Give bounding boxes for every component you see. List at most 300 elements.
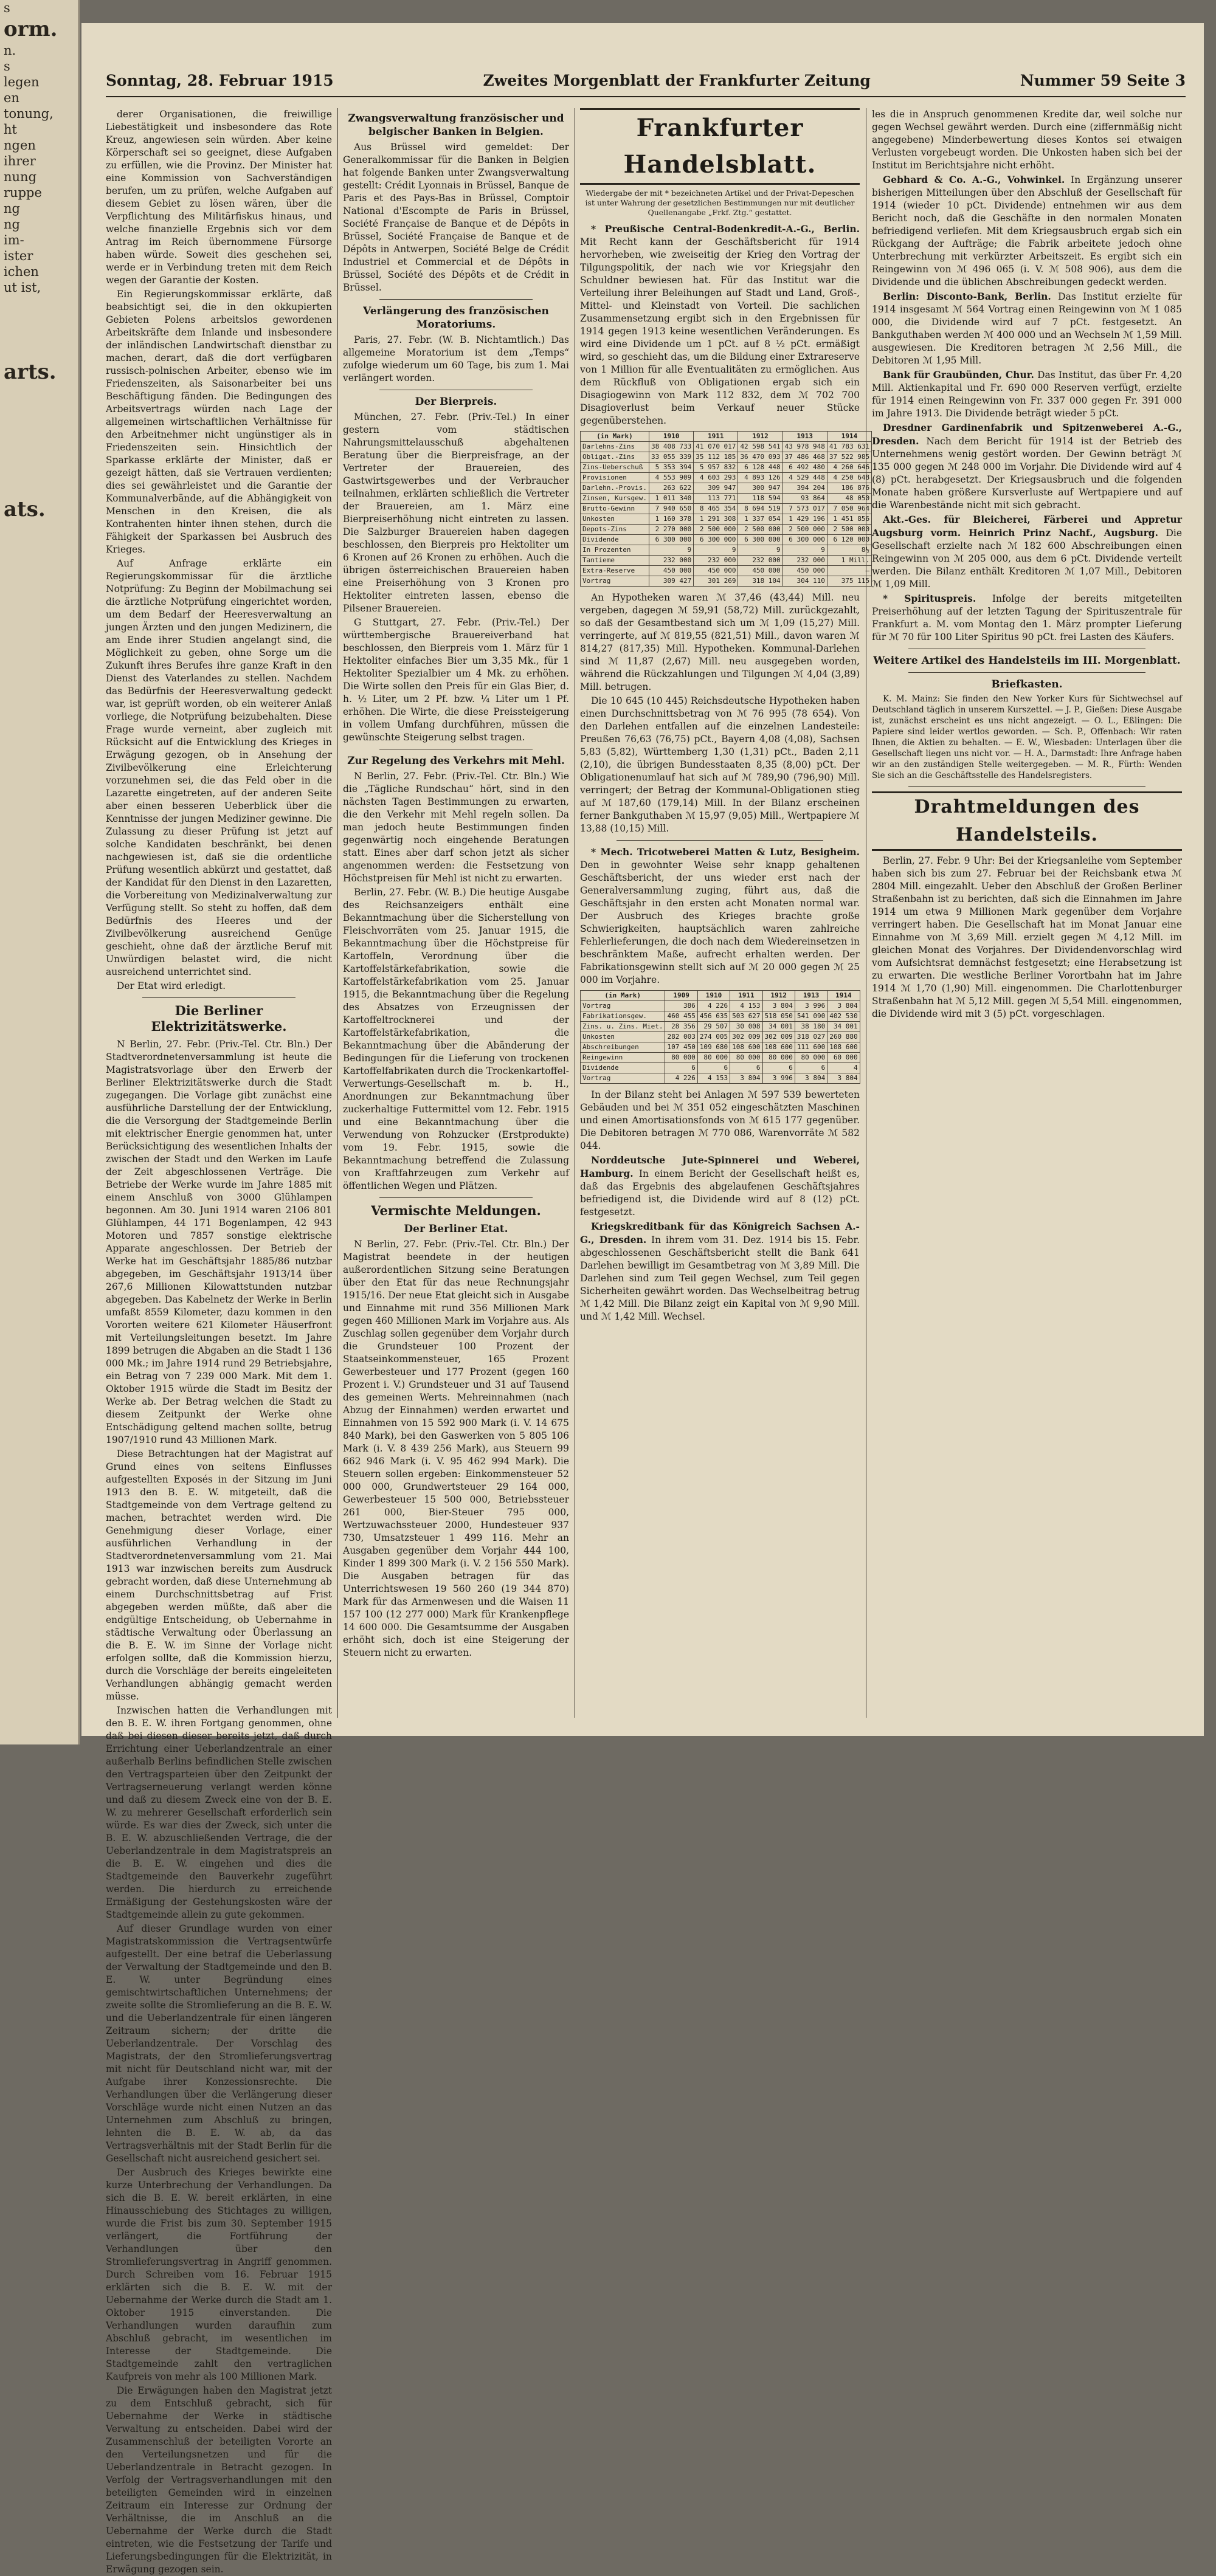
table-cell: Brutto-Gewinn	[581, 504, 649, 514]
table-cell: 34 001	[827, 1022, 860, 1032]
article-lead: Bank für Graubünden, Chur.	[883, 369, 1034, 381]
table-row	[581, 483, 872, 494]
table-cell: 113 771	[694, 494, 738, 504]
left-page-fragment	[0, 681, 78, 697]
table-header-cell: 1910	[649, 432, 693, 442]
column-1	[106, 108, 332, 2575]
table-cell: 263 622	[649, 483, 693, 494]
table-cell: 6	[730, 1063, 762, 1073]
page-header	[106, 72, 1186, 97]
table-cell: 4 553 909	[649, 473, 693, 483]
table-row	[581, 535, 872, 545]
table-header-cell: 1913	[782, 432, 827, 442]
table-cell: Zinsen, Kursgew.	[581, 494, 649, 504]
article-paragraph: Auf Anfrage erklärte ein Regierungskommissar für die ärztliche Notprüfung: Zu Beginn der Mobilmachung sei die ärztliche Notprüfung eingerichtet worden, um dem Bedarf der Heeresverwaltung an jungen Ärzten und den jungen Medizinern, die am Ende ihrer Studien angelangt sind, die Möglichkeit zu geben, ohne Sorge um die Zukunft ihres Berufes ihre ganze Kraft in den Dienst des Vaterlandes zu stellen. Nachdem das Bedürfnis der Heeresverwaltung gedeckt war, ist geprüft worden, ob ein weiterer Anlaß vorliege, die Notprüfung beizubehalten. Diese Frage wurde verneint, aber zugleich mit Rücksicht auf die Entwicklung des Krieges in Erwägung gezogen, ob in Ansehung der Zivilbevölkerung eine Erleichterung vorzunehmen sei, die das Feld ober in die Lazarette eingetreten, auf der anderen Seite aber einen besseren Ueberblick über die Kenntnisse der jungen Mediziner gewinne. Die Zulassung zu dieser Prüfung ist jetzt auf solche Kandidaten beschränkt, bei denen nachgewiesen ist, daß sie die ordentliche Prüfung wesentlich abkürzt und gestattet, daß der Kandidat für den Dienst in den Lazaretten, die Vorbereitung von Medizinalverwaltung zur Verfügung stellt. So steht zu hoffen, daß dem Bedürfnis des Heeres und der Zivilbevölkerung ausreichend Genüge geschieht, ohne daß der ärztliche Beruf mit Unwürdigen belastet wird, die nicht ausreichend unterrichtet sind.	[106, 558, 332, 977]
article-lead: Berlin: Disconto-Bank, Berlin.	[883, 291, 1051, 302]
left-page-fragment	[0, 327, 78, 343]
column-4	[872, 108, 1182, 1724]
table-cell: 302 009	[762, 1032, 795, 1042]
table-cell: 7 940 650	[649, 504, 693, 514]
table-cell: 37 486 468	[782, 452, 827, 463]
left-page-fragment: n.	[4, 43, 16, 58]
header-page: Seite 3	[1126, 72, 1186, 89]
table-row	[581, 1053, 860, 1063]
left-page-fragment: im-	[4, 233, 24, 247]
table-header-cell: 1911	[694, 432, 738, 442]
table-row	[581, 525, 872, 535]
article-paragraph	[872, 513, 1182, 591]
table-cell: 3 996	[795, 1001, 827, 1011]
table-row	[581, 1011, 860, 1022]
article-paragraph: les die in Anspruch genommenen Kredite dar, weil solche nur gegen Wechsel gewährt werden. Durch eine (ziffernmäßig nicht angegebene) Minderbewertung dieses Kontos sei etwaigen Verlusten vorgebeugt worden. Die Unkosten haben sich bei der Institut im Berichtsjahre nicht erhöht.	[872, 109, 1182, 171]
table-cell: Obligat.-Zins	[581, 452, 649, 463]
table-cell: 34 001	[762, 1022, 795, 1032]
article-paragraph: An Hypotheken waren ℳ 37,46 (43,44) Mill. neu vergeben, dagegen ℳ 59,91 (58,72) Mill. zurückgezahlt, so daß der Gesamtbestand sich um ℳ 1,09 (15,27) Mill. verringerte, auf ℳ 819,55 (821,51) Mill., davon waren ℳ 814,27 (817,35) Mill. Hypotheken. Kommunal-Darlehen sind ℳ 11,87 (2,67) Mill. neu ausgegeben worden, während die Rückzahlungen und Tilgungen ℳ 4,04 (3,89) Mill. betrugen.	[580, 592, 860, 692]
table-cell: 232 000	[738, 556, 782, 566]
table-cell: 4	[827, 1063, 860, 1073]
header-date: Sonntag, 28. Februar 1915	[106, 72, 334, 89]
table-cell: 9	[738, 545, 782, 556]
article-paragraph: N Berlin, 27. Febr. (Priv.-Tel. Ctr. Bln.) Wie die „Tägliche Rundschau“ hört, sind in den nächsten Tagen Bestimmungen zu erwarten, die den Verkehr mit Mehl regeln sollen. Da man jedoch heute Bestimmungen finden gegenwärtig noch eingehende Beratungen statt. Eines aber darf schon jetzt als sicher angenommen werden: die Festsetzung von Höchstpreisen für Mehl ist nicht zu erwarten.	[343, 771, 569, 884]
more-articles-notice: Weitere Artikel des Handelsteils im III. Morgenblatt.	[873, 655, 1181, 667]
table-cell: 1 Mill.	[827, 556, 871, 566]
table-row	[581, 1022, 860, 1032]
article-text: In einem Bericht der Gesellschaft heißt es, daß das Ergebnis des abgelaufenen Geschäftsjahres befriedigend ist, die Dividende wird auf 8 (12) pCt. festgesetzt.	[580, 1168, 860, 1217]
article-paragraph	[872, 173, 1182, 289]
table-cell: 2 500 000	[694, 525, 738, 535]
table-header-cell: 1914	[827, 991, 860, 1001]
section-divider	[908, 786, 1145, 787]
table-row	[581, 556, 872, 566]
left-page-fragment	[0, 712, 78, 728]
section-title-moratorium: Verlängerung des französischen Moratoriums.	[363, 305, 549, 331]
table-cell: 318 104	[738, 576, 782, 587]
article-lead: * Spirituspreis.	[883, 593, 976, 604]
table-cell: In Prozenten	[581, 545, 649, 556]
table-cell: 9	[649, 545, 693, 556]
table-cell: 309 427	[649, 576, 693, 587]
table-cell: 1 451 856	[827, 514, 871, 525]
table-row	[581, 514, 872, 525]
article-text: Mit Recht kann der Geschäftsbericht für 1914 hervorheben, wie zweiseitig der Krieg den Vortrag der Tilgungspolitik, der nach wie vor Kriegsjahr den Schuldner bewiesen hat. Für das Institut war die Verteilung ihrer Beleihungen auf Stadt und Land, Groß-, Mittel- und Kleinstadt von Vorteil. Die sachlichen Zusammensetzung ergibt sich in den Ergebnissen für 1914 gegen 1913 keine wesentlichen Veränderungen. Es wird eine Dividende um 1 pCt. auf 8 ⅟₂ pCt. ermäßigt wird, so geschieht das, um die Bildung einer Extrareserve von 1 Million für alle Eventualitäten zu ermöglichen. Aus dem Rückfluß von Obligationen ergab sich ein Disagiogewinn von Mark 112 832, dem ℳ 702 700 Disagioverlust beim Verkauf neuer Stücke gegenüberstehen.	[580, 236, 860, 426]
left-page-fragment: orm.	[4, 17, 58, 41]
article-paragraph: Ein Regierungskommissar erklärte, daß beabsichtigt sei, die in den okkupierten Gebieten Polens arbeitslos gewordenen Arbeitskräfte dem Inlande und insbesondere der inländischen Landwirtschaft dienstbar zu machen, derart, daß die dort verfügbaren russisch-polnischen Arbeiter, ebenso wie im Friedenszeiten, als Saisonarbeiter bei uns Beschäftigung fänden. Die Bedingungen des Arbeitsvertrags würden nach Lage der allgemeinen wirtschaftlichen Verhältnisse für den Arbeitnehmer nicht ungünstiger als in Friedenszeiten sein. Hinsichtlich der Sparkasse erklärte der Minister, daß er gezeigt hätten, daß sie Vertrauen verdienten; dies sei gewährleistet und die Garantie der Kommunalverbände, auf die Abhängigkeit von Menschen in den Kreisen, die als Kontrahenten hinter ihnen stehen, durch die Fähigkeit der Sparkassen bei Ausbruch des Krieges.	[106, 289, 332, 555]
table-cell: 108 600	[762, 1042, 795, 1053]
article-paragraph	[872, 592, 1182, 644]
table-cell: 6	[795, 1063, 827, 1073]
table-cell: 2 500 000	[827, 525, 871, 535]
article-paragraph: Diese Betrachtungen hat der Magistrat auf Grund eines von seitens Einflusses aufgestellten Exposés in der Sitzung im Juni 1913 den B. E. W. mitgeteilt, daß die Stadtgemeinde von dem Vertrage geltend zu machen, betrachtet werden wird. Die Genehmigung dieser Vorlage, einer ausführlichen Verhandlung in der Stadtverordnetenversammlung vom 21. Mai 1913 war inzwischen bereits zum Ausdruck gebracht worden, daß diese Unternehmung ab einem Durchschnittsbetrag auf Frist abgegeben werden müßte, daß aber die endgültige Entscheidung, ob Uebernahme in städtische Verwaltung oder Überlassung an die B. E. W. im Sinne der Vorlage nicht erfolgen sollte, daß die Kommission hierzu, durch die Vorschläge der bereits eingeleiteten Verhandlungen abhängig gemacht werden müsse.	[106, 1448, 332, 1702]
article-text: Infolge der bereits mitgeteilten Preiserhöhung auf der letzten Tagung der Spirituszentrale für Frankfurt a. M. vom Montag den 1. März prompter Lieferung für ℳ 70 für 100 Liter Spiritus 90 pCt. frei Lasten des Käufers.	[872, 593, 1182, 642]
table-cell: 6	[762, 1063, 795, 1073]
table-cell: 41 783 631	[827, 442, 871, 452]
table-row	[581, 1042, 860, 1053]
table-cell: 107 450	[665, 1042, 697, 1053]
table-row	[581, 504, 872, 514]
table-cell: Dividende	[581, 1063, 665, 1073]
table-cell: 80 000	[697, 1053, 730, 1063]
article-paragraph: München, 27. Febr. (Priv.-Tel.) In einer gestern vom städtischen Nahrungsmittelausschuß abgehaltenen Beratung über die Bierpreisfrage, an der Vertreter der Brauereien, des Gastwirtsgewerbes und der Verbraucher teilnahmen, erklärten schließlich die Vertreter der Brauereien, am 1. März eine Bierpreiserhöhung nicht eintreten zu lassen. Die Salzburger Brauereien haben dagegen beschlossen, den Bierpreis pro Hektoliter um 6 Kronen auf 26 Kronen zu erhöhen. Auch die übrigen österreichischen Brauereien haben eine Preiserhöhung von 3 Kronen pro Hektoliter eintreten lassen, ebenso die Pilsener Brauereien.	[343, 412, 569, 614]
table-cell: 301 269	[694, 576, 738, 587]
table-row	[581, 576, 872, 587]
table-cell: 1 291 308	[694, 514, 738, 525]
header-number: Nummer 59	[1020, 72, 1122, 89]
table-row	[581, 463, 872, 473]
left-page-fragment	[0, 618, 78, 633]
article-paragraph: derer Organisationen, die freiwillige Liebestätigkeit und insbesondere das Rote Kreuz, angewiesen sein würden. Aber keine Körperschaft sei so geeignet, diese Aufgaben zu erfüllen, wie die Provinz. Der Minister hat eine Kommission von Sachverständigen berufen, um zu prüfen, welche Aufgaben auf diesem Gebiet zu lösen wären, über die Verpflichtung des Militärfiskus hinaus, und welche finanzielle Ergebnis sich vor dem Antrag im Reich übernommene Fürsorge haben würde. Soweit dies geschehen sei, werde er in Verbindung treten mit dem Reich wegen der Garantie der Kosten.	[106, 109, 332, 286]
table-row	[581, 1001, 860, 1011]
table-cell: 2 500 000	[782, 525, 827, 535]
article-lead: Kriegskreditbank für das Königreich Sachsen A.-G., Dresden.	[580, 1221, 860, 1245]
table-row	[581, 494, 872, 504]
left-page-fragment	[0, 311, 78, 327]
table-cell: 6 300 000	[782, 535, 827, 545]
table-cell: 8½	[827, 545, 871, 556]
table-cell: 302 009	[730, 1032, 762, 1042]
left-page-fragment: ngen	[4, 138, 36, 153]
table-cell: 260 880	[827, 1032, 860, 1042]
article-paragraph	[872, 290, 1182, 367]
reprint-note: Wiedergabe der mit * bezeichneten Artikel und der Privat-Depeschen ist unter Wahrung der gesetzlichen Bestimmungen nur mit deutlicher Quellenangabe „Frkf. Ztg.“ gestattet.	[585, 188, 855, 217]
left-page-fragment	[0, 417, 78, 433]
left-page-fragment: ichen	[4, 264, 39, 279]
table-header-cell: 1911	[730, 991, 762, 1001]
table-cell: 232 000	[782, 556, 827, 566]
left-page-fragment	[0, 665, 78, 681]
left-page-fragment	[0, 433, 78, 449]
table-cell: 4 893 126	[738, 473, 782, 483]
left-page-fragment	[0, 633, 78, 649]
table-cell: Vortrag	[581, 576, 649, 587]
table-cell: 28 356	[665, 1022, 697, 1032]
table-cell: 109 680	[697, 1042, 730, 1053]
table-cell: 9	[694, 545, 738, 556]
table-cell: 300 947	[738, 483, 782, 494]
section-divider	[379, 1197, 533, 1198]
table-row	[581, 545, 872, 556]
left-page-fragment: nung	[4, 170, 37, 184]
table-cell: 8 694 519	[738, 504, 782, 514]
left-page-fragment: ihrer	[4, 154, 36, 168]
table-cell: 93 864	[782, 494, 827, 504]
left-page-fragment	[0, 570, 78, 586]
table-cell: 38 408 733	[649, 442, 693, 452]
table-cell: 37 522 985	[827, 452, 871, 463]
table-cell: 541 090	[795, 1011, 827, 1022]
article-paragraph: N Berlin, 27. Febr. (Priv.-Tel. Ctr. Bln.) Der Stadtverordnetenversammlung ist heute die Magistratsvorlage über den Erwerb der Berliner Elektrizitätswerke durch die Stadt zugegangen. Die Vorlage gibt zunächst eine ausführliche Darstellung der der Entwicklung, die die Versorgung der Stadtgemeinde Berlin mit elektrischer Energie genommen hat, unter Berücksichtigung des wesentlichen Inhalts der zwischen der Stadt und den Werken im Laufe der Zeit abgeschlossenen Verträge. Die Betriebe der Werke wurde im Jahre 1885 mit einem Anschluß von 3000 Glühlampen begonnen. Am 30. Juni 1914 waren 2106 801 Glühlampen, 44 171 Bogenlampen, 42 943 Motoren und 7857 sonstige elektrische Apparate angeschlossen. Der Betrieb der Werke hat im Geschäftsjahr 1885/86 nutzbar abgegeben, im Geschäftsjahr 1913/14 über 267,6 Millionen Kilowattstunden nutzbar abgegeben. Das Kabelnetz der Werke in Berlin umfaßt 8559 Kilometer, dazu kommen in den Vororten weitere 621 Kilometer Häuserfront mit Verteilungsleitungen besetzt. Im Jahre 1899 betrugen die Abgaben an die Stadt 1 136 000 Mk.; im Jahre 1914 rund 29 Betriebsjahre, ein Betrag von 7 239 000 Mark. Mit dem 1. Oktober 1915 würde die Stadt im Besitz der Werke ab. Der Betrag welchen die Stadt zu diesem Zeitpunkt der Werke ohne Entschädigung geltend machen sollte, betrug 1907/1910 rund 43 Millionen Mark.	[106, 1039, 332, 1445]
column-3	[580, 108, 870, 1724]
table-cell: 3 996	[762, 1073, 795, 1084]
table-cell: Darlehns-Zins	[581, 442, 649, 452]
table-cell: Provisionen	[581, 473, 649, 483]
article-paragraph	[872, 368, 1182, 420]
table-cell: 6 492 480	[782, 463, 827, 473]
table-cell: 6	[665, 1063, 697, 1073]
left-page-fragment: ng	[4, 201, 20, 216]
left-page-fragment: tonung,	[4, 106, 54, 121]
left-page-fragment: s	[4, 1, 10, 15]
table-header-cell: (in Mark)	[581, 991, 665, 1001]
left-page-fragment: ruppe	[4, 185, 42, 200]
section-title-drahtmeldungen: Drahtmeldungen des Handelsteils.	[872, 791, 1182, 851]
section-divider	[617, 840, 823, 841]
article-text: In Ergänzung unserer bisherigen Mitteilungen über den Abschluß der Gesellschaft für 1914 (wieder 10 pCt. Dividende) entnehmen wir aus dem Bericht noch, daß die Geschäfte in den normalen Monaten befriedigend verliefen. Mit dem Kriegsausbruch ergab sich ein Rückgang der Aufträge; die Fabrik arbeitete jedoch ohne Unterbrechung mit verkürzter Arbeitszeit. Es ergibt sich ein Reingewinn von ℳ 496 065 (i. V. ℳ 508 906), aus dem die Dividende und die üblichen Abschreibungen gedeckt werden.	[872, 174, 1183, 288]
left-page-fragment: ut ist,	[4, 280, 41, 295]
article-text: Das Institut erzielte für 1914 insgesamt ℳ 564 Vortrag einen Reingewinn von ℳ 1 085 000, die Dividende wird auf 7 pCt. festgesetzt. An Bankguthaben werden ℳ 400 000 und an Wechseln ℳ 1,59 Mill. ausgewiesen. Die Kreditoren betragen ℳ 2,56 Mill., die Debitoren ℳ 1,95 Mill.	[872, 291, 1182, 366]
article-paragraph: Berlin, 27. Febr. (W. B.) Die heutige Ausgabe des Reichsanzeigers enthält eine Bekanntmachung über die Sicherstellung von Fleischvorräten vom 25. Januar 1915, die Bekanntmachung über die Höchstpreise für Kartoffeln, Verordnung über die Kartoffelstärkefabrikation, sowie die Kartoffelstärkefabrikation vom 25. Januar 1915, die Bekanntmachung über die Regelung des Absatzes von Erzeugnissen der Kartoffeltrocknerei und der Kartoffelstärkefabrikation, die Bekanntmachung über die Abänderung der Bedingungen für die Lieferung von trockenen Kartoffelfabrikaten durch die Trockenkartoffel-Verwertungs-Gesellschaft m. b. H., Anordnungen zur Bekanntmachung über zuckerhaltige Futtermittel vom 12. Febr. 1915 und eine Bekanntmachung über die Verwendung von Rohzucker (Erstprodukte) vom 19. Febr. 1915, sowie die Bekanntmachung betreffend die Zulassung von Kraftfahrzeugen zum Verkehr auf öffentlichen Wegen und Plätzen.	[343, 887, 569, 1191]
section-title-briefkasten: Briefkasten.	[991, 678, 1063, 690]
table-cell: 3 804	[827, 1073, 860, 1084]
table-cell: 3 804	[795, 1073, 827, 1084]
article-paragraph: N Berlin, 27. Febr. (Priv.-Tel. Ctr. Bln.) Der Magistrat beendete in der heutigen außerordentlichen Sitzung seine Beratungen über den Etat für das neue Rechnungsjahr 1915/16. Der neue Etat gleicht sich in Ausgabe und Einnahme mit rund 356 Millionen Mark gegen 460 Millionen Mark im Vorjahre aus. Als Zuschlag sollen gegenüber dem Vorjahr durch die Grundsteuer 100 Prozent der Staatseinkommensteuer, 165 Prozent Gewerbesteuer und 177 Prozent (gegen 160 Prozent i. V.) Grundsteuer und 31 auf Tausend des gemeinen Werts. Mehreinnahmen (nach Abzug der Einnahmen) werden erwartet und Einnahmen von 15 592 900 Mark (i. V. 14 675 840 Mark), bei den Gaswerken von 5 805 106 Mark (i. V. 8 439 256 Mark), aus Steuern 99 662 946 Mark (i. V. 95 462 994 Mark). Die Steuern sollen ergeben: Einkommensteuer 52 000 000, Grundwertsteuer 29 164 000, Gewerbesteuer 15 500 000, Betriebssteuer 261 000, Bier-Steuer 795 000, Wertzuwachssteuer 2000, Hundesteuer 937 730, Umsatzsteuer 1 499 116. Mehr an Ausgaben gegenüber dem Vorjahr 444 100, Kinder 1 899 300 Mark (i. V. 2 156 550 Mark). Die Ausgaben betragen für das Unterrichtswesen 19 560 260 (19 344 870) Mark für das Armenwesen und die Waisen 11 157 100 (12 277 000) Mark für Krankenpflege 14 600 000. Die Gesamtsumme der Ausgaben erhöht sich, doch ist eine Steigerung der Steuern nicht zu erwarten.	[343, 1239, 569, 1658]
article-paragraph: Auf dieser Grundlage wurden von einer Magistratskommission die Vertragsentwürfe aufgestellt. Der eine betraf die Ueberlassung der Verwaltung der Stadtgemeinde und den B. E. W. unter Begründung eines gemischtwirtschaftlichen Unternehmens; der zweite sollte die Stromlieferung an die B. E. W. und die Ueberlandzentrale für einen längeren Zeitraum sichern; der dritte die Ueberlandzentrale. Der Vorschlag des Magistrats, der den Stromlieferungsvertrag mit nicht für Deutschland nicht war, mit der Aufgabe ihrer Konzessionsrechte. Die Verhandlungen über die Verlängerung dieser Vorschläge wurde nicht einen Nutzen an das Unternehmen zum Abschluß zu bringen, lehnten die B. E. W. ab, da das Vertragsverhältnis mit der Stadt Berlin für die Gesellschaft nicht ausreichend gesichert sei.	[106, 1923, 332, 2164]
article-paragraph: G Stuttgart, 27. Febr. (Priv.-Tel.) Der württembergische Brauereiverband hat beschlossen, den Bierpreis vom 1. März für 1 Hektoliter einfaches Bier um 3,35 Mk., für 1 Hektoliter Spezialbier um 4 Mk. zu erhöhen. Die Wirte sollen den Preis für ein Glas Bier, d. h. ½ Liter, um 2 Pf. bzw. ¼ Liter um 1 Pf. erhöhen. Die Wirte, die diese Preissteigerung in vollem Umfang durchführen, müssen die gewünschte Steigerung selbst tragen.	[343, 617, 569, 743]
table-cell: 304 110	[782, 576, 827, 587]
article-paragraph: K. M. Mainz: Sie finden den New Yorker Kurs für Sichtwechsel auf Deutschland täglich in unserem Kurszettel. — J. P., Gießen: Diese Ausgabe ist, zunächst erscheint es uns nicht angezeigt. — O. L., Eßlingen: Die Papiere sind leider wertlos geworden. — Sch. P., Offenbach: Wir raten Ihnen, die Aktien zu behalten. — E. W., Wiesbaden: Unterlagen über die Gesellschaft liegen uns nicht vor. — H. A., Darmstadt: Ihre Anfrage haben wir an den zuständigen Stelle weitergegeben. — M. R., Fürth: Wenden Sie sich an die Geschäftsstelle des Handelsregisters.	[872, 694, 1182, 780]
left-page-fragment: legen	[4, 75, 40, 89]
left-page-fragment: ng	[4, 217, 20, 232]
table-cell: 232 000	[649, 556, 693, 566]
table-cell: 30 008	[730, 1022, 762, 1032]
table-cell: 460 455	[665, 1011, 697, 1022]
article-text: In ihrem vom 31. Dez. 1914 bis 15. Febr. abgeschlossenen Geschäftsbericht stellt die Bank 641 Darlehen bewilligt im Gesamtbetrag von ℳ 3,89 Mill. Die Darlehen sind zum Teil gegen Wechsel, zum Teil gegen Sicherheiten gewährt worden. Das Wechselbeitrag betrug ℳ 1,42 Mill. Die Bilanz zeigt ein Kapital von ℳ 9,90 Mill. und ℳ 1,42 Mill. Wechsel.	[580, 1235, 860, 1322]
table-cell: 118 594	[738, 494, 782, 504]
article-paragraph	[580, 1220, 860, 1323]
header-number-page	[1020, 72, 1186, 89]
table-cell: 375 115	[827, 576, 871, 587]
table-cell: 9	[782, 545, 827, 556]
section-subtitle-etat: Der Berliner Etat.	[404, 1223, 508, 1235]
left-page-fragment: ats.	[4, 497, 46, 522]
table-cell: 3 804	[730, 1073, 762, 1084]
table-cell: Unkosten	[581, 514, 649, 525]
table-cell: 36 470 093	[738, 452, 782, 463]
table-cell: 41 070 017	[694, 442, 738, 452]
left-page-fragment	[0, 554, 78, 570]
table-cell: 80 000	[795, 1053, 827, 1063]
left-page-fragment	[0, 385, 78, 401]
left-page-fragment	[0, 295, 78, 311]
table-cell: 4 226	[665, 1073, 697, 1084]
handelsblatt-masthead: Frankfurter Handelsblatt.	[580, 108, 860, 185]
section-title-bierpreis: Der Bierpreis.	[415, 396, 497, 408]
table-cell: 1 011 340	[649, 494, 693, 504]
left-page-fragment	[0, 480, 78, 496]
table-cell: 4 153	[730, 1001, 762, 1011]
table-cell: 43 978 948	[782, 442, 827, 452]
table-cell: 38 180	[795, 1022, 827, 1032]
table-cell: 33 055 339	[649, 452, 693, 463]
table-cell: 80 000	[665, 1053, 697, 1063]
table-cell: 60 000	[827, 1053, 860, 1063]
article-paragraph: Der Ausbruch des Krieges bewirkte eine kurze Unterbrechung der Verhandlungen. Da sich die B. E. W. bereit erklärten, in eine Hinausschiebung des Stichtages zu willigen, wurde die Frist bis zum 30. September 1915 verlängert, die Fortführung der Verhandlungen über den Stromlieferungsvertrag in Angriff genommen. Durch Schreiben vom 16. Februar 1915 erklärten sich die B. E. W. mit der Uebernahme der Werke durch die Stadt am 1. Oktober 1915 einverstanden. Die Verhandlungen wurden daraufhin zum Abschluß gebracht, im wesentlichen im Interesse der Stadtgemeinde. Die Stadtgemeinde zahlt den vertraglichen Kaufpreis von mehr als 100 Millionen Mark.	[106, 2167, 332, 2382]
article-paragraph: Die Erwägungen haben den Magistrat jetzt zu dem Entschluß gebracht, sich für Uebernahme der Werke in städtische Verwaltung zu entscheiden. Dabei wird der Zusammenschluß der beteiligten Vororte an den Verteilungsnetzen und für die Ueberlandzentrale in Betracht gezogen. In Verfolg der Vertragsverhandlungen mit den beteiligten Gemeinden wird in einzelnen Zeitraum ein Interesse zur Ordnung der Verhältnisse, die im Anschluß an die Uebernahme der Werke durch die Stadt eintreten, wie die Festsetzung der Tarife und Lieferungsbedingungen für die Elektrizität, in Erwägung gezogen sein.	[106, 2385, 332, 2575]
left-page-edge	[0, 0, 80, 1744]
article-lead: * Mech. Tricotweberei Matten & Lutz, Besigheim.	[591, 846, 860, 858]
article-paragraph	[580, 1154, 860, 1219]
left-page-fragment: ister	[4, 249, 33, 263]
table-cell: 4 153	[697, 1073, 730, 1084]
left-page-fragment	[0, 602, 78, 618]
table-cell: 4 226	[697, 1001, 730, 1011]
article-lead: Gebhard & Co. A.-G., Vohwinkel.	[883, 174, 1065, 185]
table-cell: Abschreibungen	[581, 1042, 665, 1053]
table-cell: 1 160 378	[649, 514, 693, 525]
table-cell: Tantieme	[581, 556, 649, 566]
article-text: Den in gewohnter Weise sehr knapp gehaltenen Geschäftsbericht, der uns wieder erst nach der Generalversammlung zuging, führt aus, daß die Geschäftsjahr in den ersten acht Monaten normal war. Der Ausbruch des Krieges brachte große Schwierigkeiten, hauptsächlich waren zahlreiche Fehlerlieferungen, die doch nach dem Wiedereinsetzen in beschränktem Maße, aufrecht erhalten werden. Der Fabrikationsgewinn stellt sich auf ℳ 20 000 gegen ℳ 25 000 im Vorjahre.	[580, 859, 860, 985]
table-cell: 35 112 185	[694, 452, 738, 463]
left-page-fragment	[0, 449, 78, 464]
table-row	[581, 1063, 860, 1073]
table-cell: Zins. u. Zins. Miet.	[581, 1022, 665, 1032]
article-text: Die Gesellschaft erzielte nach ℳ 182 600 Abschreibungen einen Reingewinn von ℳ 205 000, aus dem 6 pCt. Dividende verteilt werden. Die Bilanz enthält Kreditoren ℳ 1,07 Mill., Debitoren ℳ 1,09 Mill.	[872, 528, 1182, 590]
table-cell: 450 000	[782, 566, 827, 576]
table-cell: 450 000	[738, 566, 782, 576]
table-cell: 8 465 354	[694, 504, 738, 514]
article-lead: Dresdner Gardinenfabrik und Spitzenweberei A.-G., Dresden.	[872, 422, 1182, 447]
table-cell: Zins-Ueberschuß	[581, 463, 649, 473]
table-cell: 6	[697, 1063, 730, 1073]
table-cell: 4 603 293	[694, 473, 738, 483]
article-text: Das Institut, das über Fr. 4,20 Mill. Aktienkapital und Fr. 690 000 Reserven verfügt, erzielte für 1914 einen Reingewinn von Fr. 337 000 gegen Fr. 391 000 im Jahre 1913. Die Dividende beträgt wieder 5 pCt.	[872, 370, 1182, 419]
table-cell: 6 300 000	[738, 535, 782, 545]
header-edition: Zweites Morgenblatt der Frankfurter Zeitung	[483, 72, 871, 89]
table-cell: 402 530	[827, 1011, 860, 1022]
table-cell: 456 635	[697, 1011, 730, 1022]
table-row	[581, 1073, 860, 1084]
table-cell: 186 876	[827, 483, 871, 494]
table-cell: 7 573 017	[782, 504, 827, 514]
section-title-mehl: Zur Regelung des Verkehrs mit Mehl.	[347, 755, 565, 767]
table-cell: 6 300 000	[694, 535, 738, 545]
article-paragraph: Die 10 645 (10 445) Reichsdeutsche Hypotheken haben einen Durchschnittsbetrag von ℳ 76 995 (78 654). Von den Darlehen entfallen auf die einzelnen Landesteile: Preußen 76,63 (76,75) pCt., Bayern 4,08 (4,08), Sachsen 5,83 (5,82), Württemberg 1,30 (1,31) pCt., Baden 2,11 (2,10), die übrigen Bundesstaaten 8,35 (8,00) pCt. Der Obligationenumlauf hat sich auf ℳ 789,90 (796,90) Mill. verringert; der Betrag der Kommunal-Obligationen stieg auf ℳ 187,60 (179,14) Mill. In der Bilanz erscheinen ferner Bankguthaben ℳ 15,97 (9,05) Mill., Wertpapiere ℳ 13,88 (10,15) Mill.	[580, 695, 860, 834]
section-title-zwangsverwaltung: Zwangsverwaltung französischer und belgischer Banken in Belgien.	[348, 112, 564, 138]
table-cell: 518 050	[762, 1011, 795, 1022]
table-cell: 29 507	[697, 1022, 730, 1032]
left-page-fragment: arts.	[4, 360, 57, 384]
table-cell: 108 600	[827, 1042, 860, 1053]
table-cell: Reingewinn	[581, 1053, 665, 1063]
newspaper-page	[81, 23, 1204, 2575]
table-cell: 318 027	[795, 1032, 827, 1042]
table-cell: Vortrag	[581, 1073, 665, 1084]
article-paragraph: Paris, 27. Febr. (W. B. Nichtamtlich.) Das allgemeine Moratorium ist dem „Temps“ zufolge wiederum um 60 Tage, bis zum 1. Mai verlängert worden.	[343, 334, 569, 384]
table-cell: 6 128 448	[738, 463, 782, 473]
table-cell: 3 804	[762, 1001, 795, 1011]
table-cell: 111 600	[795, 1042, 827, 1053]
table-cell: 80 000	[762, 1053, 795, 1063]
table-cell: Darlehn.-Provis.	[581, 483, 649, 494]
table-header-cell: (in Mark)	[581, 432, 649, 442]
article-paragraph: Der Etat wird erledigt.	[117, 980, 226, 991]
table-cell: 4 529 448	[782, 473, 827, 483]
table-cell: Vortrag	[581, 1001, 665, 1011]
table-cell: 450 000	[649, 566, 693, 576]
section-title-vermischte: Vermischte Meldungen.	[371, 1203, 541, 1218]
article-paragraph: In der Bilanz steht bei Anlagen ℳ 597 539 bewerteten Gebäuden und bei ℳ 351 052 eingeschätzten Maschinen und einen Amortisationsfonds von ℳ 615 177 gegenüber. Die Debitoren betragen ℳ 770 086, Warenvorräte ℳ 582 044.	[580, 1089, 860, 1151]
table-cell: 7 050 964	[827, 504, 871, 514]
article-paragraph	[580, 222, 860, 427]
table-row	[581, 452, 872, 463]
section-divider	[908, 672, 1145, 673]
table-cell: 309 947	[694, 483, 738, 494]
table-cell: —	[827, 566, 871, 576]
table-cell: 1 337 054	[738, 514, 782, 525]
table-header-cell: 1910	[697, 991, 730, 1001]
table-cell: 80 000	[730, 1053, 762, 1063]
left-page-fragment	[0, 523, 78, 539]
table-cell: Unkosten	[581, 1032, 665, 1042]
table-cell: 2 270 000	[649, 525, 693, 535]
column-2	[343, 108, 569, 1724]
table-cell: 232 000	[694, 556, 738, 566]
table-cell: 274 005	[697, 1032, 730, 1042]
table-cell: 42 598 541	[738, 442, 782, 452]
article-text: Nach dem Bericht für 1914 ist der Betrieb des Unternehmens wenig gestört worden. Der Gewinn beträgt ℳ 135 000 gegen ℳ 248 000 im Vorjahr. Die Dividende wird auf 4 (8) pCt. herabgesetzt. Der Kriegsausbruch und die folgenden Monate haben größere Kursverluste auf Wertpapiere und auf die Warenbestände nicht mit sich gebracht.	[872, 436, 1182, 511]
column-rule	[337, 108, 338, 1718]
table-cell: 108 600	[730, 1042, 762, 1053]
table-cell: 450 000	[694, 566, 738, 576]
table-row	[581, 442, 872, 452]
article-paragraph: Aus Brüssel wird gemeldet: Der Generalkommissar für die Banken in Belgien hat folgende Banken unter Zwangsverwaltung gestellt: Crédit Lyonnais in Brüssel, Banque de Paris et des Pays-Bas in Brüssel, Comptoir National d'Escompte de Paris in Brüssel, Société Française de Banque et de Dépôts in Brüssel, Société Française de Banque et de Dépôts in Antwerpen, Société Belge de Crédit Industriel et Commercial et de Dépôts in Brüssel, Société des Dépôts et de Crédit in Brüssel.	[343, 142, 569, 293]
article-lead: * Preußische Central-Bodenkredit-A.-G., Berlin.	[591, 223, 860, 235]
table-cell: 503 627	[730, 1011, 762, 1022]
table-cell: 4 260 646	[827, 463, 871, 473]
table-cell: 4 250 648	[827, 473, 871, 483]
left-page-fragment	[0, 586, 78, 602]
article-paragraph: Inzwischen hatten die Verhandlungen mit den B. E. W. ihren Fortgang genommen, ohne daß bei diesen dieser bereits jetzt, daß durch Errichtung einer Ueberlandzentrale an einer außerhalb Berlins befindlichen Stelle zwischen den Vertragsparteien über den Zeitpunkt der Vertragserneuerung verlangt werden könne und daß zu diesem Zweck eine von der B. E. W. zu mehrerer Gesellschaft erforderlich sein würde. Es war dies der Zweck, sich unter die B. E. W. abzuschließenden Vertrage, die der Ueberlandzentrale in dem Magistratspreis an die B. E. W. eingehen und dies die Stadtgemeinde den Bauverkehr zugeführt werden. Die hierdurch zu erreichende Ermäßigung der Gestehungskosten wäre der Stadtgemeinde allein zu gute gekommen.	[106, 1705, 332, 1920]
table-cell: Depots-Zins	[581, 525, 649, 535]
table-cell: 5 957 832	[694, 463, 738, 473]
table-cell: 394 204	[782, 483, 827, 494]
left-page-fragment	[0, 464, 78, 480]
article-paragraph: Berlin, 27. Febr. 9 Uhr: Bei der Kriegsanleihe vom September haben sich bis zum 27. Februar bei der Reichsbank etwa ℳ 2804 Mill. eingezahlt. Ueber den Abschluß der Großen Berliner Straßenbahn ist zu berichten, daß sich die Einnahmen im Jahre 1914 um etwa 9 Millionen Mark gegenüber dem Vorjahre verringert haben. Die Gesellschaft hat im Monat Januar eine Einnahme von ℳ 3,69 Mill. erzielt gegen ℳ 4,12 Mill. im gleichen Monat des Vorjahres. Der Dividendenvorschlag wird vom Aufsichtsrat demnächst festgesetzt; eine Herabsetzung ist zu erwarten. Die westliche Berliner Vorortbahn hat im Jahre 1914 ℳ 1,70 (1,90) Mill. eingenommen. Die Charlottenburger Straßenbahn hat ℳ 5,12 Mill. gegen ℳ 5,54 Mill. eingenommen, die Dividende wird mit 3 (5) pCt. vorgeschlagen.	[872, 855, 1182, 1019]
table-header-cell: 1914	[827, 432, 871, 442]
left-page-fragment	[0, 539, 78, 554]
table-cell: 48 050	[827, 494, 871, 504]
left-page-fragment: en	[4, 91, 19, 105]
table-header-cell: 1912	[738, 432, 782, 442]
left-page-fragment	[0, 401, 78, 417]
table-cell: 2 500 000	[738, 525, 782, 535]
article-lead: Akt.-Ges. für Bleicherei, Färberei und Appretur Augsburg vorm. Heinrich Prinz Nachf., Augsburg.	[872, 514, 1182, 539]
table-header-cell: 1912	[762, 991, 795, 1001]
table-row	[581, 473, 872, 483]
table-row	[581, 1032, 860, 1042]
table-cell: 6 300 000	[649, 535, 693, 545]
table-cell: Dividende	[581, 535, 649, 545]
section-title-elektrizitaetswerke: Die Berliner Elektrizitätswerke.	[151, 1003, 287, 1034]
article-lead: Norddeutsche Jute-Spinnerei und Weberei, Hamburg.	[580, 1154, 860, 1179]
section-divider	[142, 997, 295, 998]
table-cell: 282 003	[665, 1032, 697, 1042]
table-header-cell: 1909	[665, 991, 697, 1001]
left-page-fragment: s	[4, 59, 10, 74]
financial-table-tricotweberei	[580, 990, 860, 1084]
financial-table-bodenkredit	[580, 431, 872, 587]
section-divider	[379, 299, 533, 300]
left-page-fragment	[0, 697, 78, 712]
table-cell: 3 804	[827, 1001, 860, 1011]
table-cell: Fabrikationsgew.	[581, 1011, 665, 1022]
left-page-fragment	[0, 649, 78, 665]
table-cell: 6 120 000	[827, 535, 871, 545]
left-page-fragment	[0, 343, 78, 359]
article-paragraph	[580, 845, 860, 987]
table-header-cell: 1913	[795, 991, 827, 1001]
article-paragraph	[872, 421, 1182, 512]
table-cell: 386	[665, 1001, 697, 1011]
